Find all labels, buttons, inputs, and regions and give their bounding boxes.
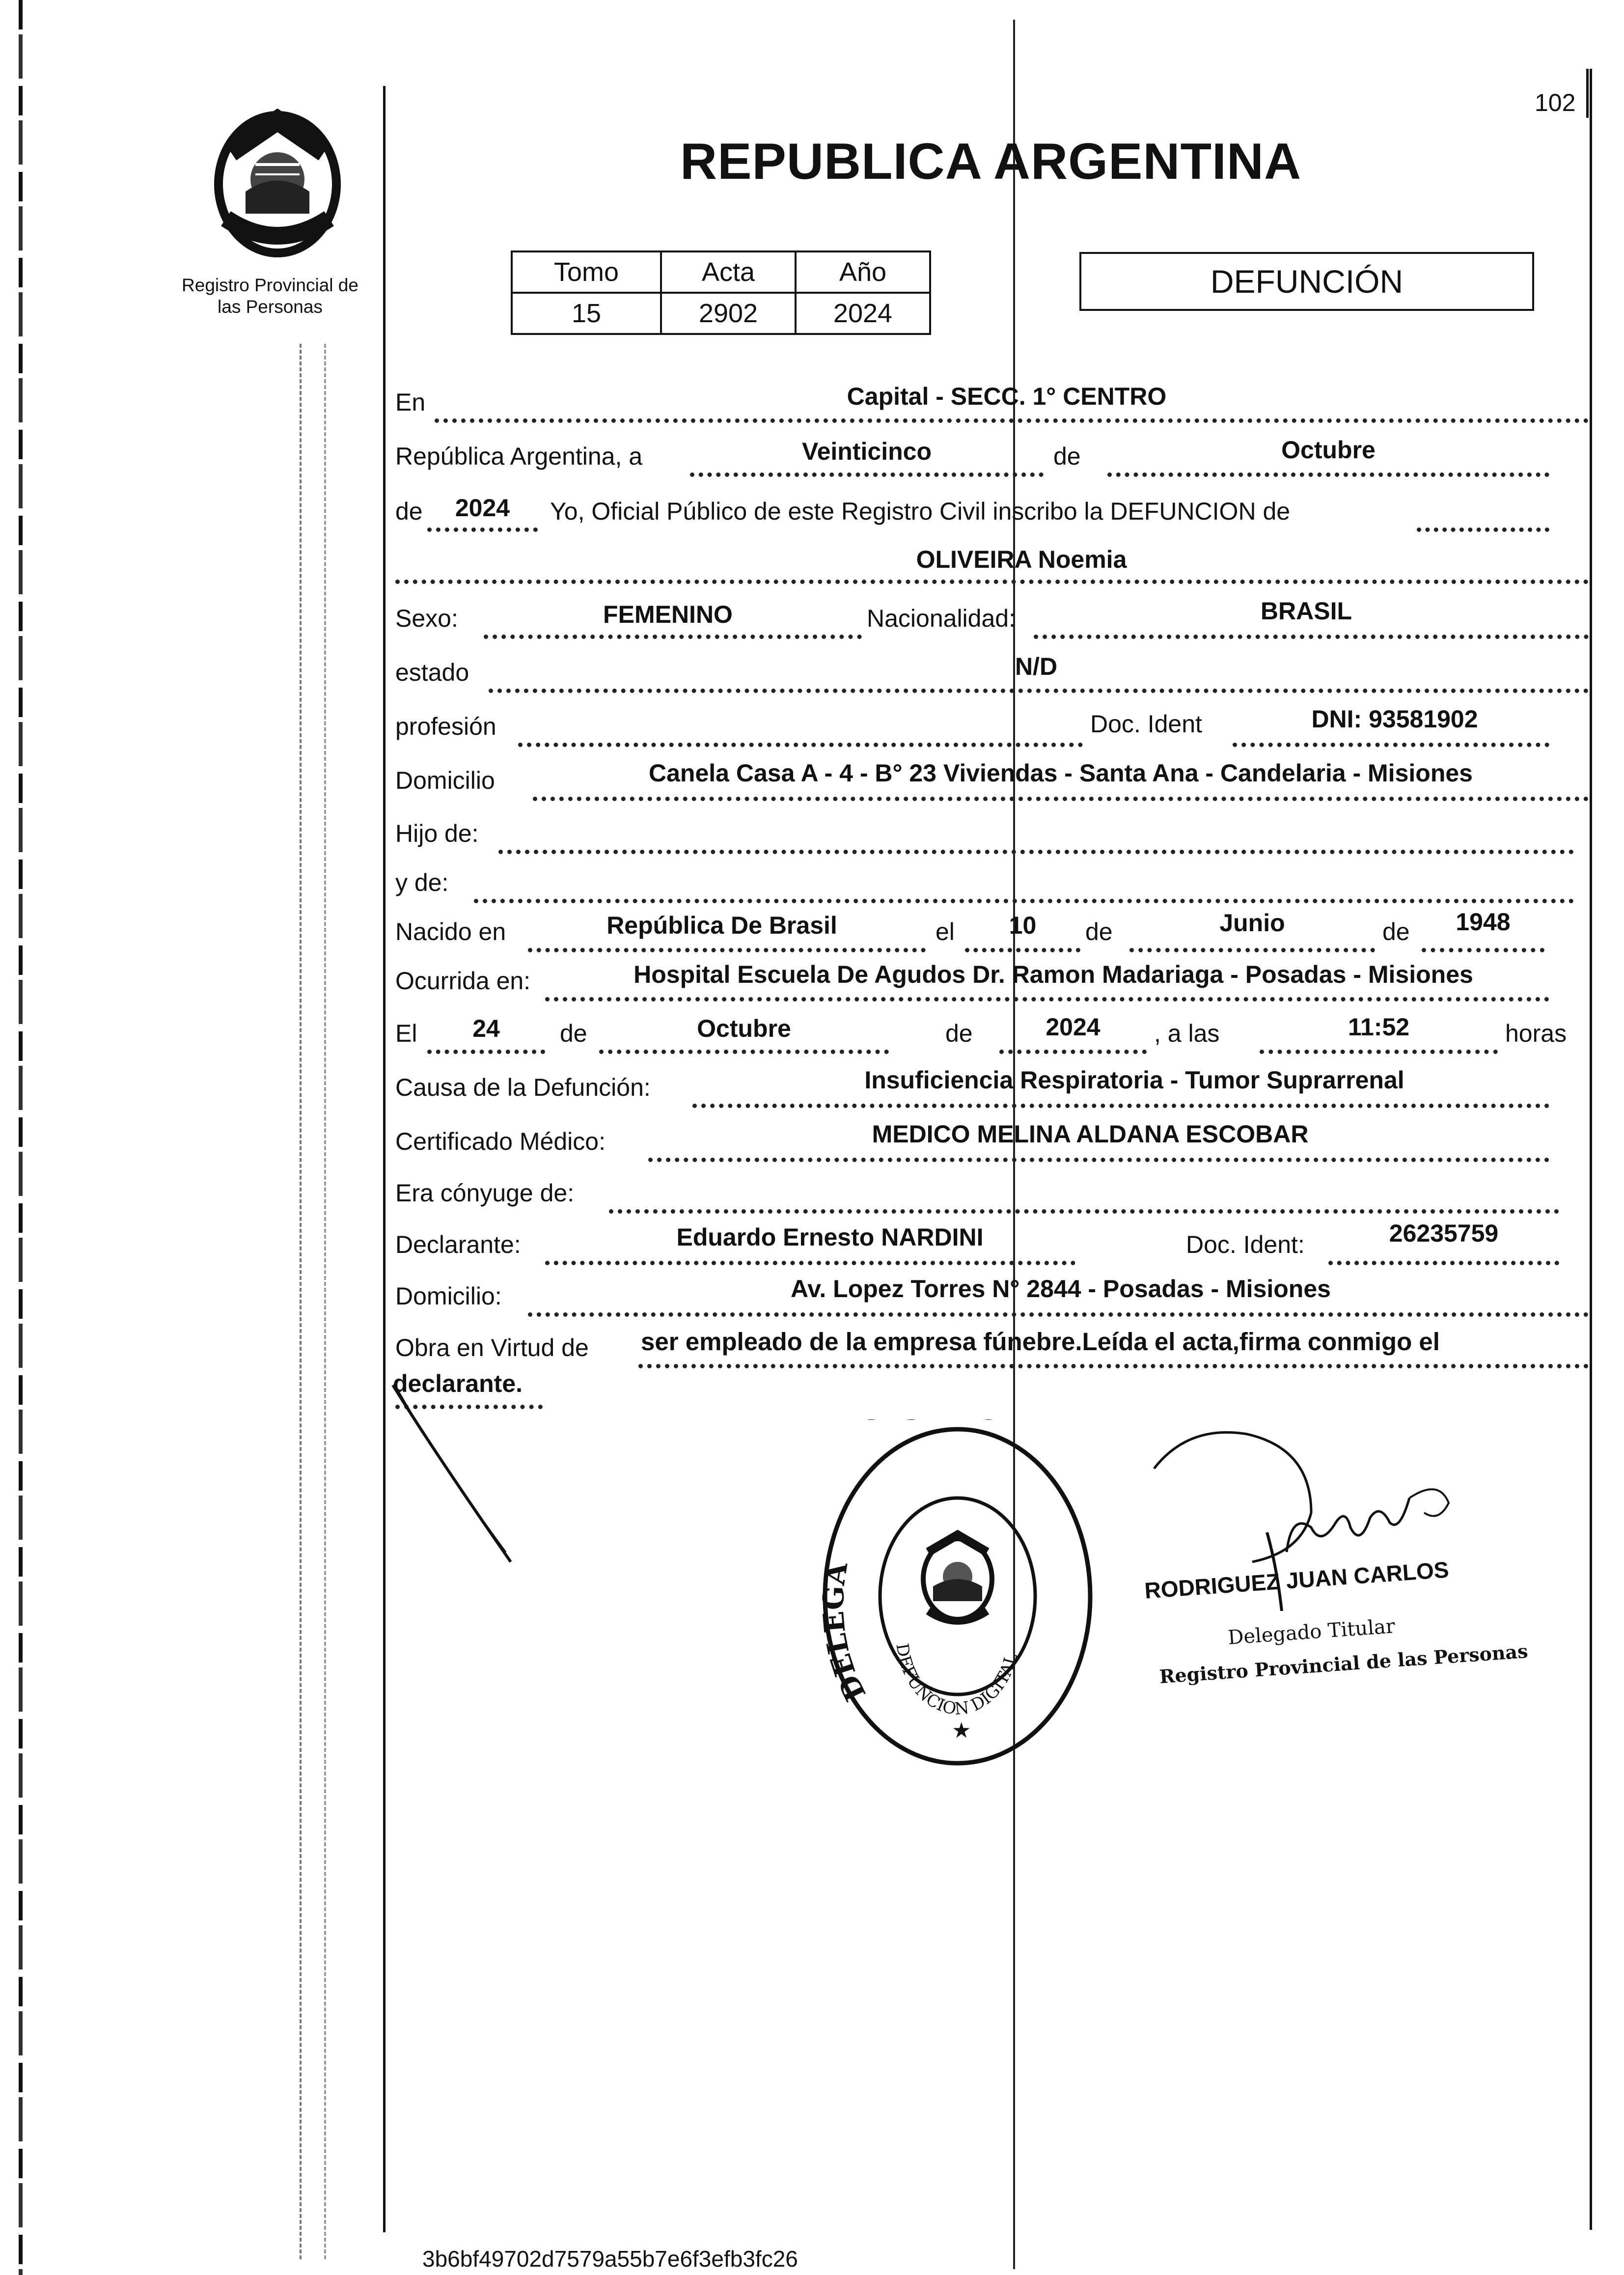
dia-line — [690, 472, 1044, 477]
signer-office: Registro Provincial de las Personas — [1158, 1639, 1529, 1688]
hijo-label: Hijo de: — [395, 820, 479, 847]
declarante-line — [545, 1261, 1075, 1265]
dom2: Av. Lopez Torres N° 2844 - Posadas - Misiones — [791, 1275, 1331, 1303]
doc-value: DNI: 93581902 — [1311, 705, 1478, 733]
nombre-line — [395, 580, 1589, 584]
seal-top-text — [805, 1419, 1110, 1427]
declarante: Eduardo Ernesto NARDINI — [676, 1223, 984, 1251]
ocurrida-line — [545, 997, 1549, 1001]
hora: 11:52 — [1348, 1013, 1410, 1041]
domicilio-line — [533, 797, 1589, 801]
nombre: OLIVEIRA Noemia — [916, 546, 1127, 573]
mes-line — [1107, 472, 1549, 477]
dom2-label: Domicilio: — [395, 1282, 502, 1310]
ocurrida: Hospital Escuela De Agudos Dr. Ramon Madariaga - Posadas - Misiones — [633, 961, 1473, 988]
cert-label: Certificado Médico: — [395, 1128, 606, 1155]
yo-text: Yo, Oficial Público de este Registro Civil inscribo la DEFUNCION de — [550, 498, 1291, 525]
signer-name: RODRIGUEZ JUAN CARLOS — [1143, 1556, 1450, 1604]
en-line — [435, 418, 1589, 423]
header-tomo: Tomo — [512, 251, 661, 293]
nacionalidad-label: Nacionalidad: — [867, 605, 1016, 632]
def-anio: 2024 — [1046, 1013, 1101, 1041]
sexo: FEMENINO — [603, 601, 733, 628]
hora-line — [1260, 1050, 1498, 1054]
en-label: En — [395, 388, 426, 416]
sexo-label: Sexo: — [395, 605, 458, 632]
obra-line1: ser empleado de la empresa fúnebre.Leída el acta,firma conmigo el — [641, 1328, 1440, 1356]
signer-role: Delegado Titular — [1227, 1615, 1396, 1649]
def-dia-line — [427, 1050, 545, 1054]
causa-label: Causa de la Defunción: — [395, 1074, 651, 1101]
y-de-line — [474, 899, 1574, 903]
yo-line — [1417, 527, 1549, 532]
doc-type-box — [1079, 252, 1534, 311]
conyuge-line — [609, 1209, 1559, 1214]
de-label-5: de — [560, 1020, 587, 1047]
header-anio: Año — [796, 251, 930, 293]
seal-inner-text: DEFUNCION DIGITAL — [892, 1642, 1022, 1719]
dashed-margin-line — [300, 344, 302, 2259]
alas-label: , a las — [1154, 1020, 1220, 1047]
page-number-rule — [1586, 69, 1589, 118]
header-acta: Acta — [661, 251, 796, 293]
nac-mes: Junio — [1219, 909, 1285, 937]
nacido-label: Nacido en — [395, 918, 506, 945]
declarante-label: Declarante: — [395, 1231, 521, 1258]
nac-anio: 1948 — [1456, 908, 1511, 936]
domicilio: Canela Casa A - 4 - B° 23 Viviendas - Santa Ana - Candelaria - Misiones — [649, 759, 1473, 787]
seal-star-icon: ★ — [952, 1719, 971, 1743]
nac-dia: 10 — [1009, 912, 1037, 939]
registry-name-line2: las Personas — [218, 297, 323, 317]
profesion-label: profesión — [395, 713, 496, 740]
anio-line — [427, 527, 538, 532]
estado-label: estado — [395, 659, 469, 686]
nac-mes-line — [1129, 948, 1375, 952]
conyuge-label: Era cónyuge de: — [395, 1179, 575, 1207]
nac-dia-line — [965, 948, 1080, 952]
profesion-line — [518, 743, 1083, 747]
anio: 2024 — [455, 494, 510, 522]
domicilio-label: Domicilio — [395, 767, 495, 794]
nacido-lugar: República De Brasil — [606, 912, 837, 939]
value-acta: 2902 — [661, 293, 796, 334]
registry-seal — [805, 1419, 1110, 1773]
de-label: de — [1053, 443, 1081, 470]
doc-type: DEFUNCIÓN — [1210, 263, 1404, 300]
def-anio-line — [999, 1050, 1147, 1054]
estado: N/D — [1015, 653, 1058, 680]
province-logo — [201, 106, 354, 258]
acta-table — [511, 250, 931, 335]
page-title: REPUBLICA ARGENTINA — [680, 133, 1302, 190]
nac-anio-line — [1422, 948, 1544, 952]
doc-label: Doc. Ident — [1090, 710, 1202, 738]
nacionalidad-line — [1034, 635, 1589, 639]
de-label-3: de — [1085, 918, 1113, 945]
seal-left-text: DELEGA — [816, 1560, 873, 1707]
en-value: Capital - SECC. 1° CENTRO — [847, 383, 1167, 410]
registry-name-line1: Registro Provincial de — [182, 275, 358, 295]
causa-line — [692, 1104, 1549, 1108]
horas-label: horas — [1505, 1020, 1567, 1047]
hijo-line — [498, 850, 1574, 854]
doc2: 26235759 — [1389, 1220, 1499, 1247]
page-right-border — [1590, 69, 1592, 2230]
rep-label: República Argentina, a — [395, 443, 643, 470]
nacionalidad: BRASIL — [1260, 597, 1352, 625]
nacido-line — [528, 948, 926, 952]
page-number: 102 — [1535, 89, 1576, 116]
page-left-border — [383, 86, 385, 2232]
el-label: el — [936, 918, 955, 945]
scan-edge-artifact — [19, 0, 23, 2275]
def-dia: 24 — [472, 1015, 500, 1042]
obra-line-1 — [638, 1364, 1589, 1368]
def-mes-line — [599, 1050, 889, 1054]
cancel-stroke — [388, 1375, 525, 1572]
def-mes: Octubre — [697, 1015, 791, 1042]
de-label-2: de — [395, 498, 423, 525]
value-anio: 2024 — [796, 293, 930, 334]
y-de-label: y de: — [395, 869, 449, 896]
obra-label: Obra en Virtud de — [395, 1334, 589, 1361]
dia-texto: Veinticinco — [802, 438, 932, 465]
doc-line — [1233, 743, 1549, 747]
doc2-line — [1328, 1261, 1559, 1265]
cert-line — [648, 1158, 1549, 1162]
causa: Insuficiencia Respiratoria - Tumor Suprarrenal — [864, 1066, 1404, 1094]
value-tomo: 15 — [512, 293, 661, 334]
de-label-6: de — [945, 1020, 973, 1047]
doc2-label: Doc. Ident: — [1186, 1231, 1305, 1258]
footer-hash: 3b6bf49702d7579a55b7e6f3efb3fc26 — [422, 2246, 798, 2272]
estado-line — [489, 689, 1589, 693]
dashed-margin-line — [324, 344, 326, 2259]
cert: MEDICO MELINA ALDANA ESCOBAR — [872, 1120, 1309, 1148]
el2-label: El — [395, 1020, 417, 1047]
obra-line2: declarante. — [393, 1370, 523, 1397]
de-label-4: de — [1382, 918, 1410, 945]
mes: Octubre — [1281, 436, 1376, 464]
dom2-line — [528, 1312, 1589, 1317]
sexo-line — [484, 635, 862, 639]
ocurrida-label: Ocurrida en: — [395, 967, 531, 995]
